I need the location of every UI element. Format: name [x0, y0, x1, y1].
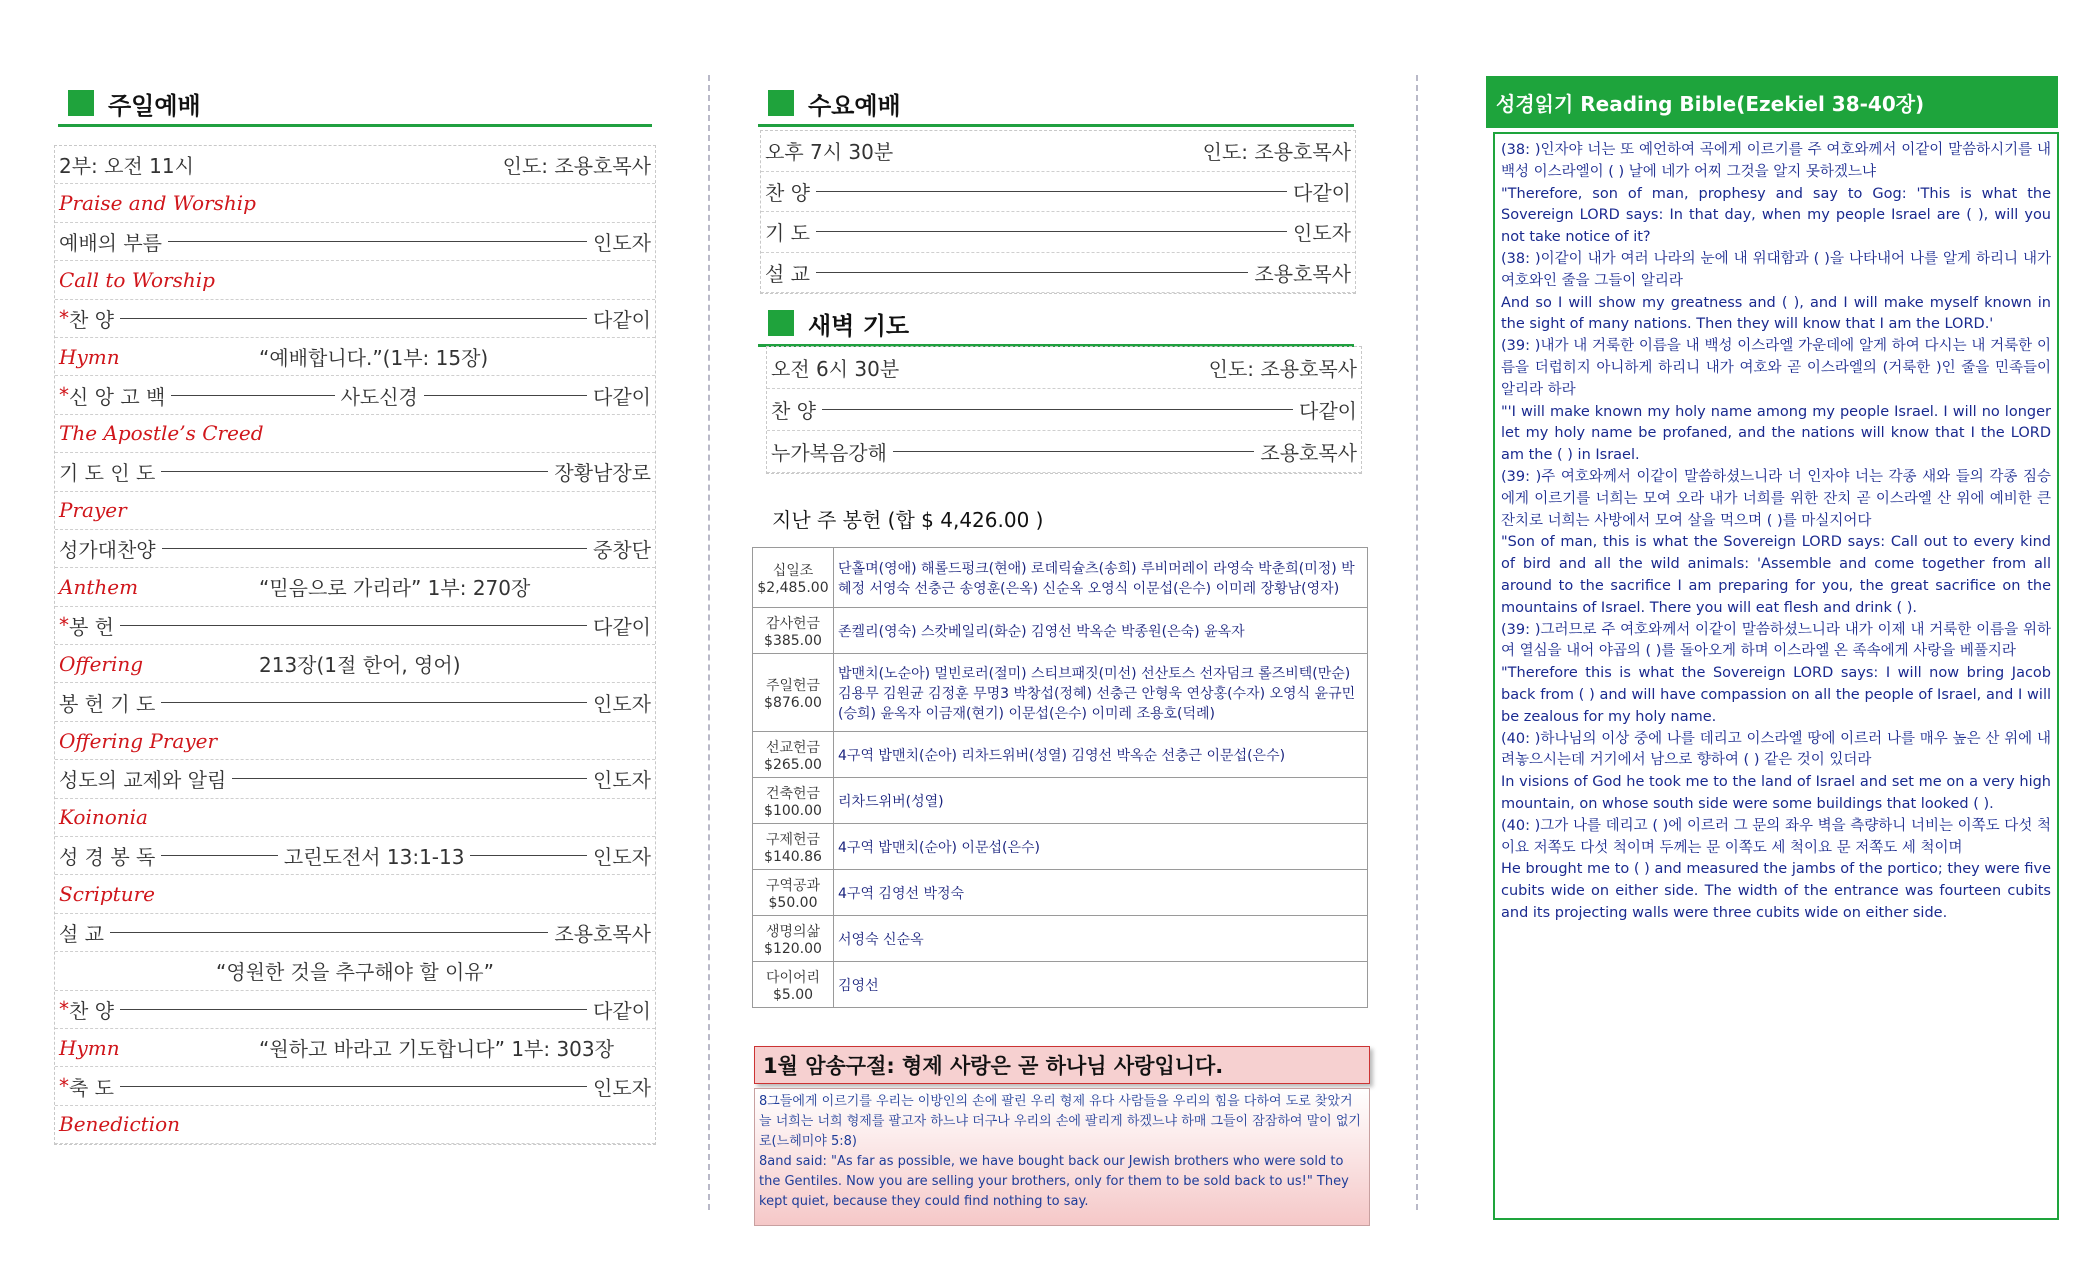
program-item: 기 도: [765, 221, 810, 246]
program-item: 누가복음강해: [771, 441, 887, 465]
program-leader: 인도자: [593, 230, 651, 255]
hymn-title: 213장(1절 한어, 영어): [259, 653, 461, 678]
bible-paragraph: He brought me to ( ) and measured the jambs of the portico; they were five cubits wide on either side. The width of the entrance was fourteen cubits and its projecting walls were three cubits wide on either side.: [1501, 861, 2051, 921]
offering-name: 구역공과: [765, 877, 821, 894]
offering-donors: 4구역 김영선 박정숙: [834, 870, 1368, 916]
program-row: [761, 212, 1355, 253]
memory-verse-korean: 8그들에게 이르기를 우리는 이방인의 손에 팔린 우리 형제 유다 사람들을 우리의 힘을 다하여 도로 찾았거늘 너희는 너희 형제를 팔고자 하느냐 더구나 우리의 손에 팔리게 하겠느냐 하매 그들이 잠잠하여 말이 없기로(느헤미야 5:8): [759, 1094, 1361, 1149]
program-row: [55, 338, 655, 376]
program-row: [55, 146, 655, 184]
offering-row: [753, 654, 1368, 732]
program-row: [55, 376, 655, 414]
column-divider-left: [708, 75, 710, 1210]
program-leader: 인도자: [593, 691, 651, 716]
english-label: Offering: [59, 651, 144, 676]
program-row: [55, 223, 655, 261]
offering-row: [753, 916, 1368, 962]
program-item: 성가대찬양: [59, 538, 156, 563]
offering-name: 주일헌금: [765, 677, 821, 694]
program-row: [767, 347, 1361, 389]
program-row: [55, 1029, 655, 1067]
bible-paragraph: (39: )주 여호와께서 이같이 말씀하셨느니라 너 인자야 너는 각종 새와 들의 각종 짐승에게 이르기를 너희는 모여 오라 내가 너희를 위한 잔치 곧 이스라엘 산 위에 예비한 큰 잔치로 너희는 사방에서 모여 살을 먹으며 ( )를 마실지어다: [1501, 468, 2051, 529]
english-label: Benediction: [59, 1112, 181, 1137]
dawn-prayer-header: [758, 304, 1354, 347]
offering-amount: $2,485.00: [757, 579, 829, 596]
program-item: 기 도 인 도: [59, 461, 156, 486]
program-row: [761, 131, 1355, 172]
leader-line: [120, 1009, 587, 1010]
english-label: Praise and Worship: [59, 191, 256, 216]
bible-paragraph: In visions of God he took me to the land of Israel and set me on a very high mountain, on whose south side were some buildings that looked ( ).: [1501, 774, 2051, 812]
offering-name: 생명의삶: [765, 923, 821, 940]
program-row: [55, 453, 655, 491]
stand-mark: *: [59, 997, 69, 1022]
leader-line: [232, 778, 587, 779]
offering-name: 감사헌금: [765, 615, 821, 632]
service-leader: 인도: 조용호목사: [1208, 357, 1357, 381]
offering-table: [752, 547, 1368, 1008]
bible-paragraph: "Son of man, this is what the Sovereign LORD says: Call out to every kind of bird and all the wild animals: 'Assemble and come together from all around to the sacrifice I am preparing for you, the great sacrifice on the mountains of Israel. There you will eat flesh and drink ( ).: [1501, 534, 2051, 616]
program-row: [55, 300, 655, 338]
english-label: Offering Prayer: [59, 728, 218, 753]
offering-name: 십일조: [772, 562, 814, 579]
program-row: [55, 722, 655, 760]
offering-name: 다이어리: [765, 969, 821, 986]
offering-donors: 밥맨치(노순아) 멀빈로러(절미) 스티브패짓(미선) 선산토스 선자덤크 롤즈비텍(만순) 김용무 김원균 김정훈 무명3 박창섭(정혜) 선충근 안형욱 연상홍(수자) 오영식 윤규민(승희) 윤옥자 이금재(현기) 이문섭(은수) 이미레 조용호(덕례): [834, 654, 1368, 732]
program-item: 봉 헌 기 도: [59, 691, 156, 716]
bible-paragraph: (38: )이같이 내가 여러 나라의 눈에 내 위대함과 ( )을 나타내어 나를 알게 하리니 내가 여호와인 줄을 그들이 알리라: [1501, 250, 2051, 289]
program-item: 찬 양: [69, 307, 114, 332]
offering-amount: $140.86: [764, 848, 822, 865]
hymn-title: “믿음으로 가리라” 1부: 270장: [259, 576, 531, 601]
offering-name: 건축헌금: [765, 785, 821, 802]
english-label: The Apostle’s Creed: [59, 421, 264, 446]
program-row: [55, 645, 655, 683]
leader-line: [424, 395, 587, 396]
stand-mark: *: [59, 1074, 69, 1099]
english-label: Scripture: [59, 882, 155, 907]
leader-line: [822, 409, 1293, 410]
program-item: 성도의 교제와 알림: [59, 768, 227, 793]
memory-verse-english: 8and said: "As far as possible, we have bought back our Jewish brothers who were sold to the Gentiles. Now you are selling your brothers, only for them to be sold back to us!" They kept quiet, because they could find nothing to say.: [759, 1154, 1349, 1209]
bible-paragraph: (40: )하나님의 이상 중에 나를 데리고 이스라엘 땅에 이르러 나를 매우 높은 산 위에 내려놓으시는데 거기에서 남으로 향하여 ( ) 같은 것이 있더라: [1501, 730, 2051, 769]
english-label: Koinonia: [59, 805, 148, 830]
leader-line: [893, 451, 1254, 452]
section-square-icon: [68, 90, 94, 116]
offering-title: 지난 주 봉헌 (합 $ 4,426.00 ): [772, 508, 1044, 532]
english-label: Anthem: [59, 574, 139, 599]
bible-paragraph: (39: )그러므로 주 여호와께서 이같이 말씀하셨느니라 내가 이제 내 거룩한 이름을 위하여 열심을 내어 야곱의 ( )를 돌아오게 하며 이스라엘 온 족속에게 사랑을 베풀지라: [1501, 621, 2051, 660]
offering-row: [753, 732, 1368, 778]
program-row: [55, 799, 655, 837]
offering-category: [753, 916, 834, 962]
program-leader: 다같이: [593, 307, 651, 332]
dawn-prayer-title: 새벽 기도: [808, 312, 910, 340]
stand-mark: *: [59, 613, 69, 638]
section-square-icon: [768, 310, 794, 336]
program-leader: 인도자: [593, 1075, 651, 1100]
dawn-prayer-program: [766, 346, 1362, 474]
program-row: [55, 568, 655, 606]
offering-amount: $5.00: [772, 986, 814, 1003]
program-item: 신 앙 고 백: [69, 384, 166, 409]
offering-donors: 서영숙 신순옥: [834, 916, 1368, 962]
leader-line: [816, 191, 1287, 192]
leader-line: [161, 855, 278, 856]
leader-line: [120, 625, 587, 626]
program-row: [55, 991, 655, 1029]
leader-line: [110, 932, 548, 933]
program-row: [55, 875, 655, 913]
leader-line: [816, 231, 1287, 232]
english-label: Hymn: [59, 1035, 120, 1060]
program-leader: 조용호목사: [1254, 261, 1351, 286]
program-row: [761, 253, 1355, 294]
service-time: 오전 6시 30분: [771, 357, 900, 381]
hymn-title: “원하고 바라고 기도합니다” 1부: 303장: [259, 1037, 614, 1062]
offering-donors: 4구역 밥맨치(순아) 리차드위버(성열) 김영선 박옥순 선충근 이문섭(은수): [834, 732, 1368, 778]
sunday-service-header: [58, 84, 652, 127]
offering-donors: 존켈리(영숙) 스캇베일리(화순) 김영선 박옥순 박종원(은숙) 윤옥자: [834, 608, 1368, 654]
hymn-title: “예배합니다.”(1부: 15장): [259, 346, 489, 371]
offering-category: [753, 962, 834, 1008]
section-square-icon: [768, 90, 794, 116]
program-leader: 중창단: [593, 538, 651, 563]
program-item: 성 경 봉 독: [59, 845, 156, 870]
bible-paragraph: "'I will make known my holy name among my people Israel. I will no longer let my holy name be profaned, and the nations will know that I the LORD am the ( ) in Israel.: [1501, 403, 2051, 464]
offering-row: [753, 548, 1368, 608]
service-time: 2부: 오전 11시: [59, 154, 194, 179]
bible-paragraph: (40: )그가 나를 데리고 ( )에 이르러 그 문의 좌우 벽을 측량하니 너비는 이쪽도 다섯 척이요 저쪽도 다섯 척이며 두께는 문 이쪽도 세 척이요 문 저쪽도 세 척이며: [1501, 817, 2051, 856]
stand-mark: *: [59, 383, 69, 408]
bible-paragraph: (38: )인자야 너는 또 예언하여 곡에게 이르기를 주 여호와께서 이같이 말씀하시기를 내 백성 이스라엘이 ( ) 날에 네가 어찌 그것을 알지 못하겠느냐: [1501, 142, 2051, 180]
offering-category: [753, 548, 834, 608]
offering-amount: $385.00: [764, 632, 822, 649]
offering-amount: $876.00: [764, 694, 822, 711]
program-row: [55, 184, 655, 222]
leader-line: [120, 1086, 587, 1087]
bible-paragraph: (39: )내가 내 거룩한 이름을 내 백성 이스라엘 가운데에 알게 하여 다시는 내 거룩한 이름을 더럽히지 아니하게 하리니 내가 여호와 곧 이스라엘의 (거룩한 )인 줄을 민족들이 알리라 하라: [1501, 338, 2051, 398]
program-item: 봉 헌: [69, 614, 114, 639]
program-row: [767, 431, 1361, 473]
offering-amount: $265.00: [764, 756, 822, 773]
program-detail: 고린도전서 13:1-13: [283, 845, 465, 870]
program-leader: 다같이: [1293, 180, 1351, 205]
program-leader: 다같이: [593, 614, 651, 639]
program-row: [55, 492, 655, 530]
leader-line: [171, 395, 334, 396]
program-leader: 다같이: [1299, 399, 1357, 423]
program-row: [55, 760, 655, 798]
offering-donors: 4구역 밥맨치(순아) 이문섭(은수): [834, 824, 1368, 870]
program-detail: 사도신경: [340, 384, 418, 409]
leader-line: [816, 272, 1248, 273]
program-leader: 인도자: [1293, 221, 1351, 246]
program-item: 찬 양: [771, 399, 816, 423]
program-row: [55, 1106, 655, 1144]
leader-line: [470, 855, 587, 856]
leader-line: [162, 548, 587, 549]
offering-amount: $100.00: [764, 802, 822, 819]
program-row: [55, 952, 655, 990]
program-row: [55, 261, 655, 299]
column-divider-right: [1416, 75, 1418, 1210]
program-row: [55, 530, 655, 568]
program-item: 찬 양: [69, 998, 114, 1023]
leader-line: [161, 471, 548, 472]
program-row: [55, 1067, 655, 1105]
offering-amount: $120.00: [764, 940, 822, 957]
stand-mark: *: [59, 306, 69, 331]
offering-amount: $50.00: [768, 894, 818, 911]
program-row: [767, 389, 1361, 431]
offering-category: [753, 824, 834, 870]
program-leader: 장황남장로: [554, 461, 651, 486]
program-row: [55, 415, 655, 453]
program-item: 예배의 부름: [59, 230, 162, 255]
offering-donors: 김영선: [834, 962, 1368, 1008]
offering-name: 구제헌금: [765, 831, 821, 848]
offering-donors: 리차드위버(성열): [834, 778, 1368, 824]
offering-category: [753, 732, 834, 778]
offering-row: [753, 778, 1368, 824]
offering-row: [753, 870, 1368, 916]
sunday-service-title: 주일예배: [108, 92, 201, 120]
offering-donors: 단홀며(영애) 해롤드펑크(현애) 로데릭슐츠(송희) 루비머레이 라영숙 박춘희(미정) 박혜정 서영숙 선충근 송영훈(은옥) 신순옥 오영식 이문섭(은수) 이미레 장황남(영자): [834, 548, 1368, 608]
program-item: 설 교: [59, 922, 104, 946]
wednesday-service-header: [758, 84, 1354, 127]
program-leader: 다같이: [593, 998, 651, 1023]
leader-line: [161, 702, 587, 703]
offering-category: [753, 870, 834, 916]
bible-reading-title: 성경읽기 Reading Bible(Ezekiel 38-40장): [1486, 76, 2058, 128]
offering-row: [753, 608, 1368, 654]
memory-verse-text: [754, 1088, 1370, 1226]
program-item: 설 교: [765, 261, 810, 286]
leader-line: [168, 241, 587, 242]
offering-category: [753, 778, 834, 824]
bible-reading-text: [1493, 132, 2059, 1220]
offering-category: [753, 608, 834, 654]
english-label: Hymn: [59, 344, 120, 369]
program-leader: 조용호목사: [554, 922, 651, 946]
service-leader: 인도: 조용호목사: [1202, 140, 1351, 165]
offering-row: [753, 824, 1368, 870]
program-leader: 다같이: [593, 384, 652, 409]
sunday-service-program: [54, 145, 656, 1145]
english-label: Prayer: [59, 498, 127, 523]
service-time: 오후 7시 30분: [765, 140, 894, 165]
program-row: [55, 837, 655, 875]
program-row: [55, 683, 655, 721]
bible-paragraph: And so I will show my greatness and ( ), and I will make myself known in the sight of many nations. Then they will know that I am the LORD.': [1501, 294, 2051, 333]
offering-category: [753, 654, 834, 732]
offering-row: [753, 962, 1368, 1008]
program-item: 축 도: [69, 1075, 114, 1100]
program-leader: 인도자: [593, 845, 651, 870]
program-row: [761, 172, 1355, 213]
program-leader: 인도자: [593, 768, 651, 793]
leader-line: [120, 318, 587, 319]
program-row: [55, 607, 655, 645]
program-item: 찬 양: [765, 180, 810, 205]
service-leader: 인도: 조용호목사: [502, 154, 651, 179]
sermon-title: “영원한 것을 추구해야 할 이유”: [216, 960, 494, 985]
english-label: Call to Worship: [59, 267, 215, 292]
program-leader: 조용호목사: [1260, 441, 1357, 465]
offering-name: 선교헌금: [765, 739, 821, 756]
memory-verse-title: 1월 암송구절: 형제 사랑은 곧 하나님 사랑입니다.: [754, 1046, 1370, 1084]
wednesday-service-title: 수요예배: [808, 92, 901, 120]
wednesday-service-program: [760, 130, 1356, 294]
bible-paragraph: "Therefore, son of man, prophesy and say to Gog: 'This is what the Sovereign LORD says: In that day, when my people Israel are ( ), will you not take notice of it?: [1501, 185, 2051, 246]
bible-paragraph: "Therefore this is what the Sovereign LORD says: I will now bring Jacob back from ( ) and will have compassion on all the people of Israel, and I will be zealous for my holy name.: [1501, 665, 2051, 725]
program-row: [55, 914, 655, 952]
